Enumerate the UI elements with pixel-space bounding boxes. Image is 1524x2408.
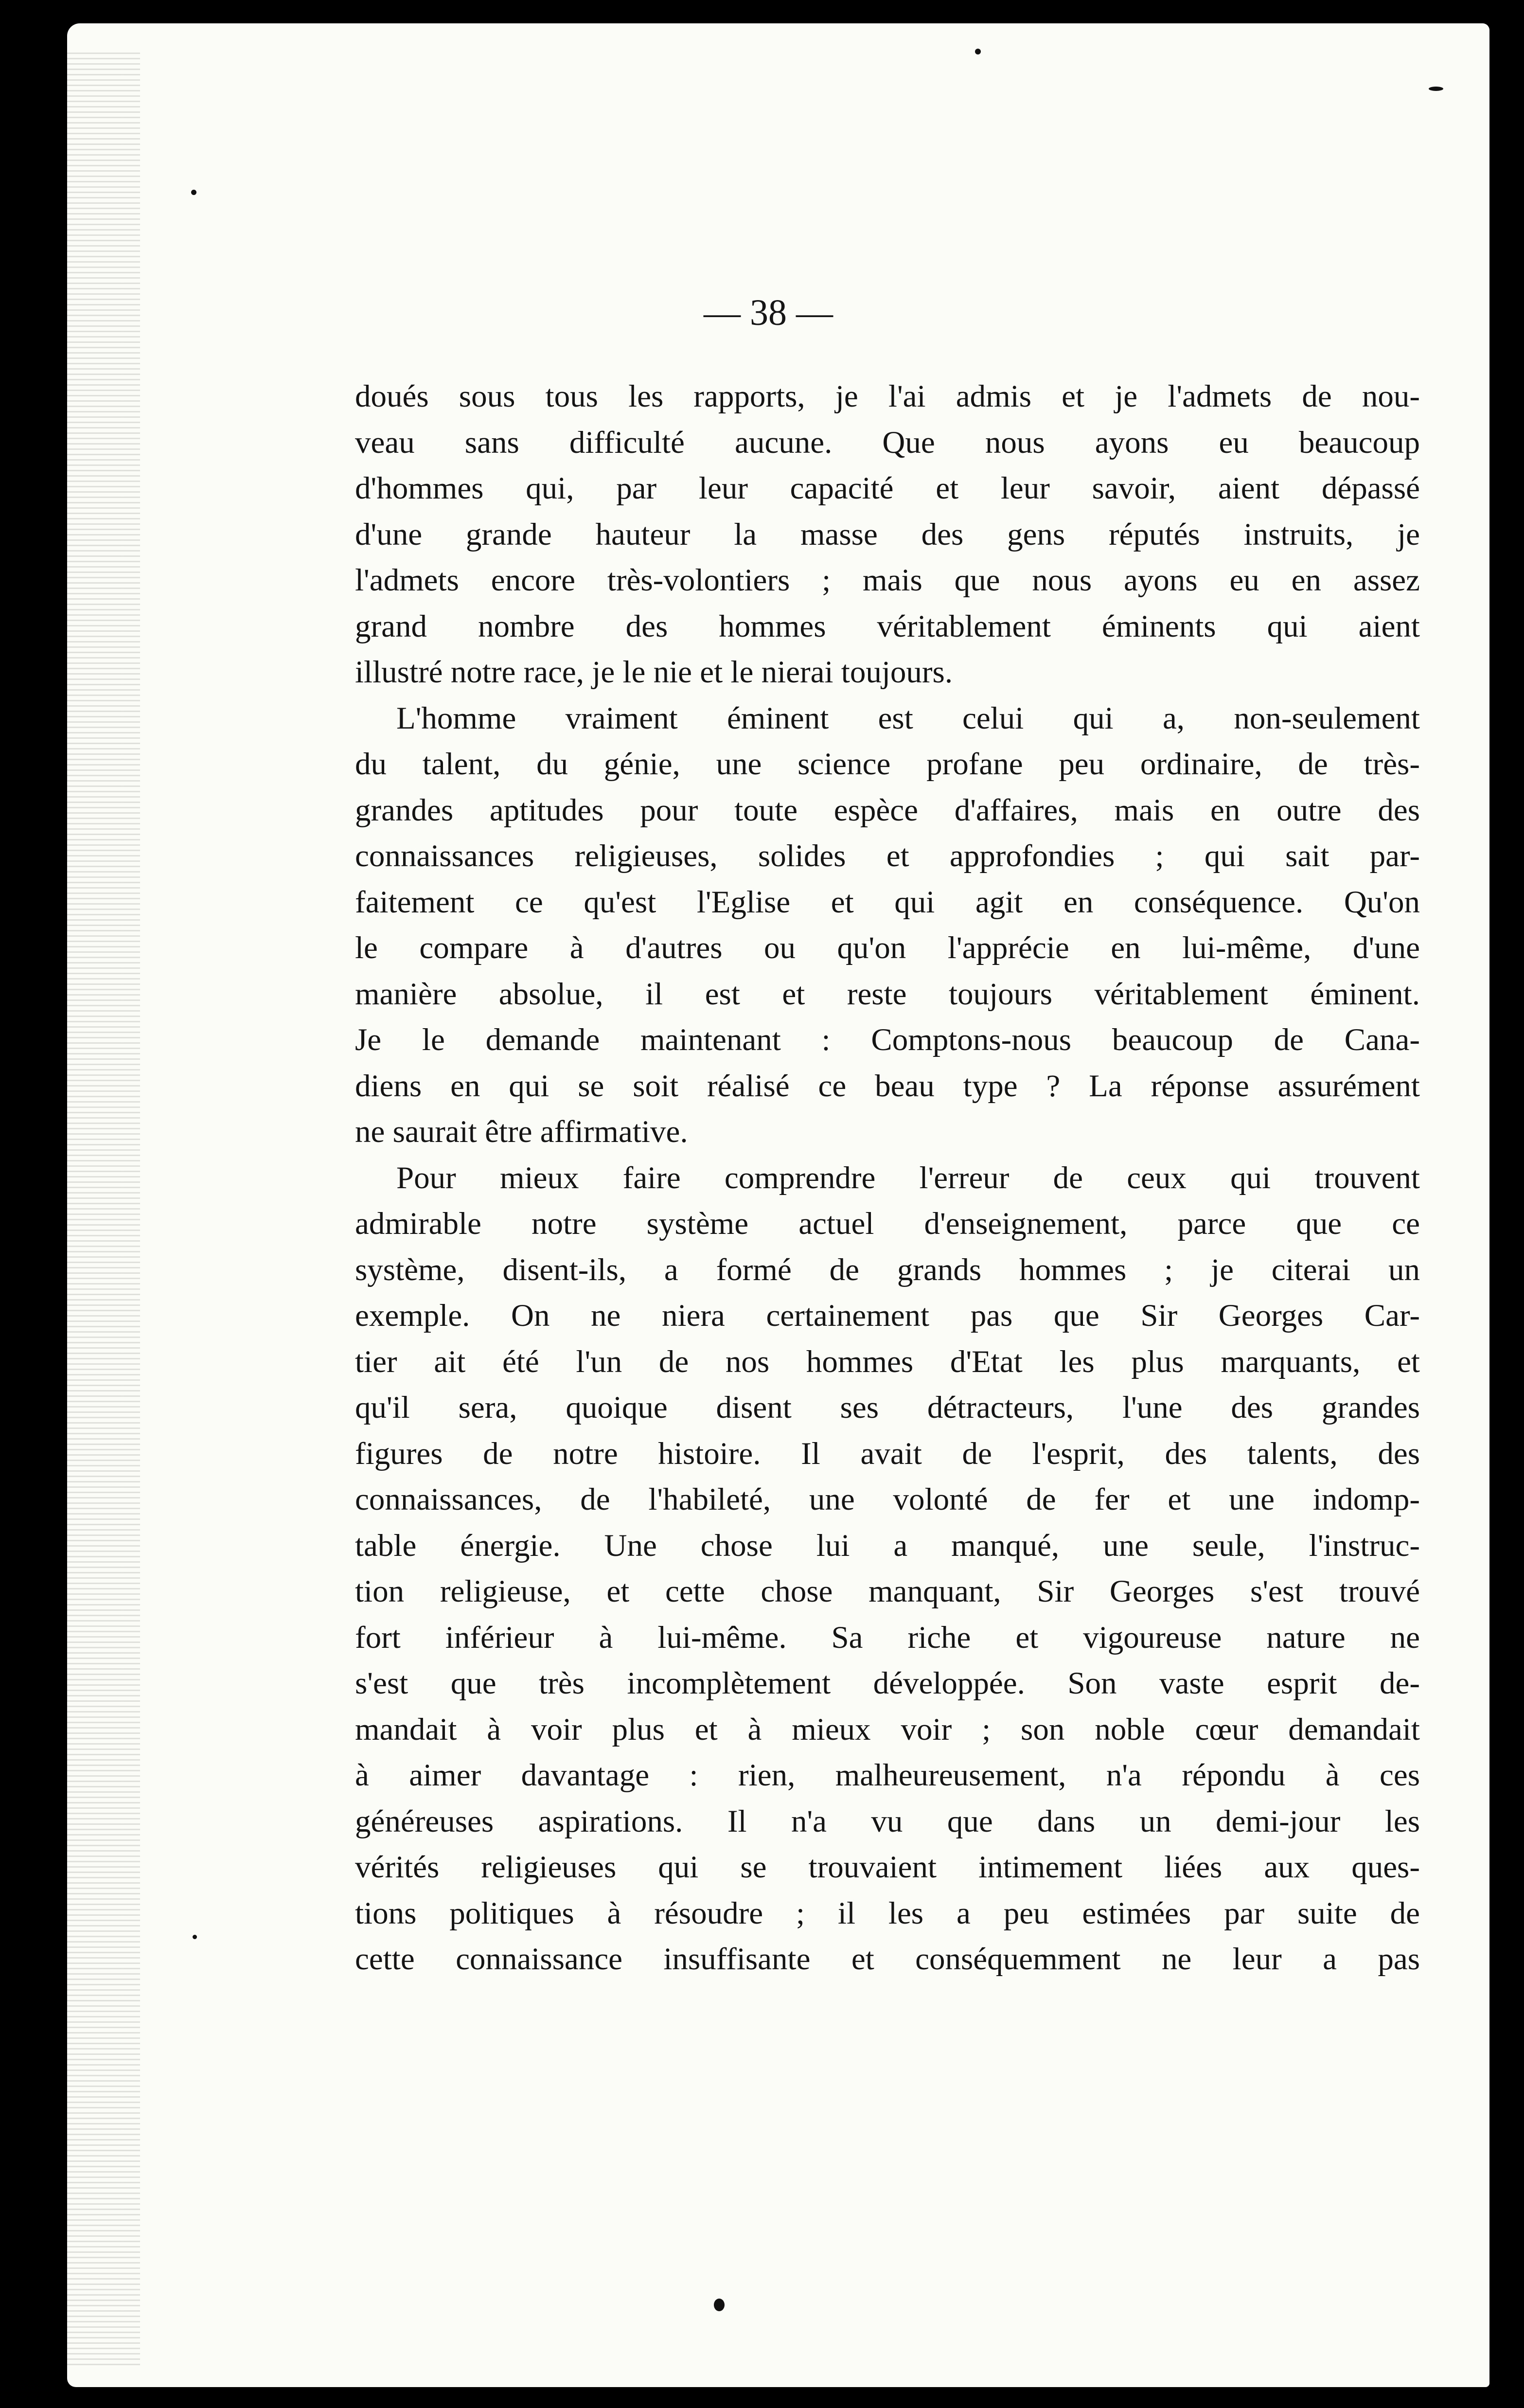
text-line: grandes aptitudes pour toute espèce d'affaires, mais en outre des (355, 792, 1420, 828)
text-line: grand nombre des hommes véritablement éminents qui aient (355, 608, 1420, 644)
paragraph (355, 696, 1420, 1155)
text-line: manière absolue, il est et reste toujours véritablement éminent. (355, 976, 1420, 1012)
text-line: mandait à voir plus et à mieux voir ; son noble cœur demandait (355, 1712, 1420, 1747)
text-line: l'admets encore très-volontiers ; mais que nous ayons eu en assez (355, 563, 1420, 598)
text-line: du talent, du génie, une science profane peu ordinaire, de très- (355, 747, 1420, 782)
text-line: doués sous tous les rapports, je l'ai admis et je l'admets de nou- (355, 379, 1420, 414)
text-line: admirable notre système actuel d'enseignement, parce que ce (355, 1206, 1420, 1241)
text-line: tion religieuse, et cette chose manquant, Sir Georges s'est trouvé (355, 1574, 1420, 1609)
text-line: veau sans difficulté aucune. Que nous ayons eu beaucoup (355, 425, 1420, 460)
paragraph (355, 1155, 1420, 1982)
text-line: diens en qui se soit réalisé ce beau type ? La réponse assurément (355, 1068, 1420, 1104)
text-line: le compare à d'autres ou qu'on l'apprécie en lui-même, d'une (355, 930, 1420, 965)
text-line: fort inférieur à lui-même. Sa riche et vigoureuse nature ne (355, 1620, 1420, 1655)
text-line: tier ait été l'un de nos hommes d'Etat les plus marquants, et (355, 1344, 1420, 1379)
text-line: tions politiques à résoudre ; il les a peu estimées par suite de (355, 1895, 1420, 1931)
text-line: faitement ce qu'est l'Eglise et qui agit en conséquence. Qu'on (355, 884, 1420, 920)
text-line: connaissances religieuses, solides et approfondies ; qui sait par- (355, 838, 1420, 874)
binding-edge (67, 53, 140, 2368)
text-line: illustré notre race, je le nie et le nierai toujours. (355, 655, 953, 690)
ink-speck (714, 2299, 725, 2311)
text-line: d'hommes qui, par leur capacité et leur savoir, aient dépassé (355, 471, 1420, 506)
text-line: Je le demande maintenant : Comptons-nous beaucoup de Cana- (355, 1022, 1420, 1057)
text-line: système, disent-ils, a formé de grands hommes ; je citerai un (355, 1252, 1420, 1287)
text-line: qu'il sera, quoique disent ses détracteurs, l'une des grandes (355, 1390, 1420, 1425)
text-line: exemple. On ne niera certainement pas que Sir Georges Car- (355, 1298, 1420, 1333)
text-line: à aimer davantage : rien, malheureusement, n'a répondu à ces (355, 1758, 1420, 1793)
text-line: figures de notre histoire. Il avait de l'esprit, des talents, des (355, 1436, 1420, 1471)
text-line: vérités religieuses qui se trouvaient intimement liées aux ques- (355, 1850, 1420, 1885)
body-text (355, 374, 1420, 1982)
text-line: L'homme vraiment éminent est celui qui a, non-seulement (396, 700, 1420, 736)
text-line: cette connaissance insuffisante et conséquemment ne leur a pas (355, 1942, 1420, 1977)
paragraph (355, 374, 1420, 696)
ink-speck (1429, 87, 1443, 91)
text-line: généreuses aspirations. Il n'a vu que dans un demi-jour les (355, 1803, 1420, 1839)
text-line: table énergie. Une chose lui a manqué, une seule, l'instruc- (355, 1528, 1420, 1563)
text-line: ne saurait être affirmative. (355, 1114, 688, 1149)
text-line: Pour mieux faire comprendre l'erreur de ceux qui trouvent (396, 1160, 1420, 1195)
text-line: s'est que très incomplètement développée. Son vaste esprit de- (355, 1666, 1420, 1701)
ink-speck (975, 49, 981, 54)
ink-speck (193, 1935, 197, 1939)
text-line: d'une grande hauteur la masse des gens réputés instruits, je (355, 517, 1420, 552)
text-line: connaissances, de l'habileté, une volonté de fer et une indomp- (355, 1482, 1420, 1517)
page-number: — 38 — (704, 292, 833, 333)
ink-speck (191, 190, 196, 195)
